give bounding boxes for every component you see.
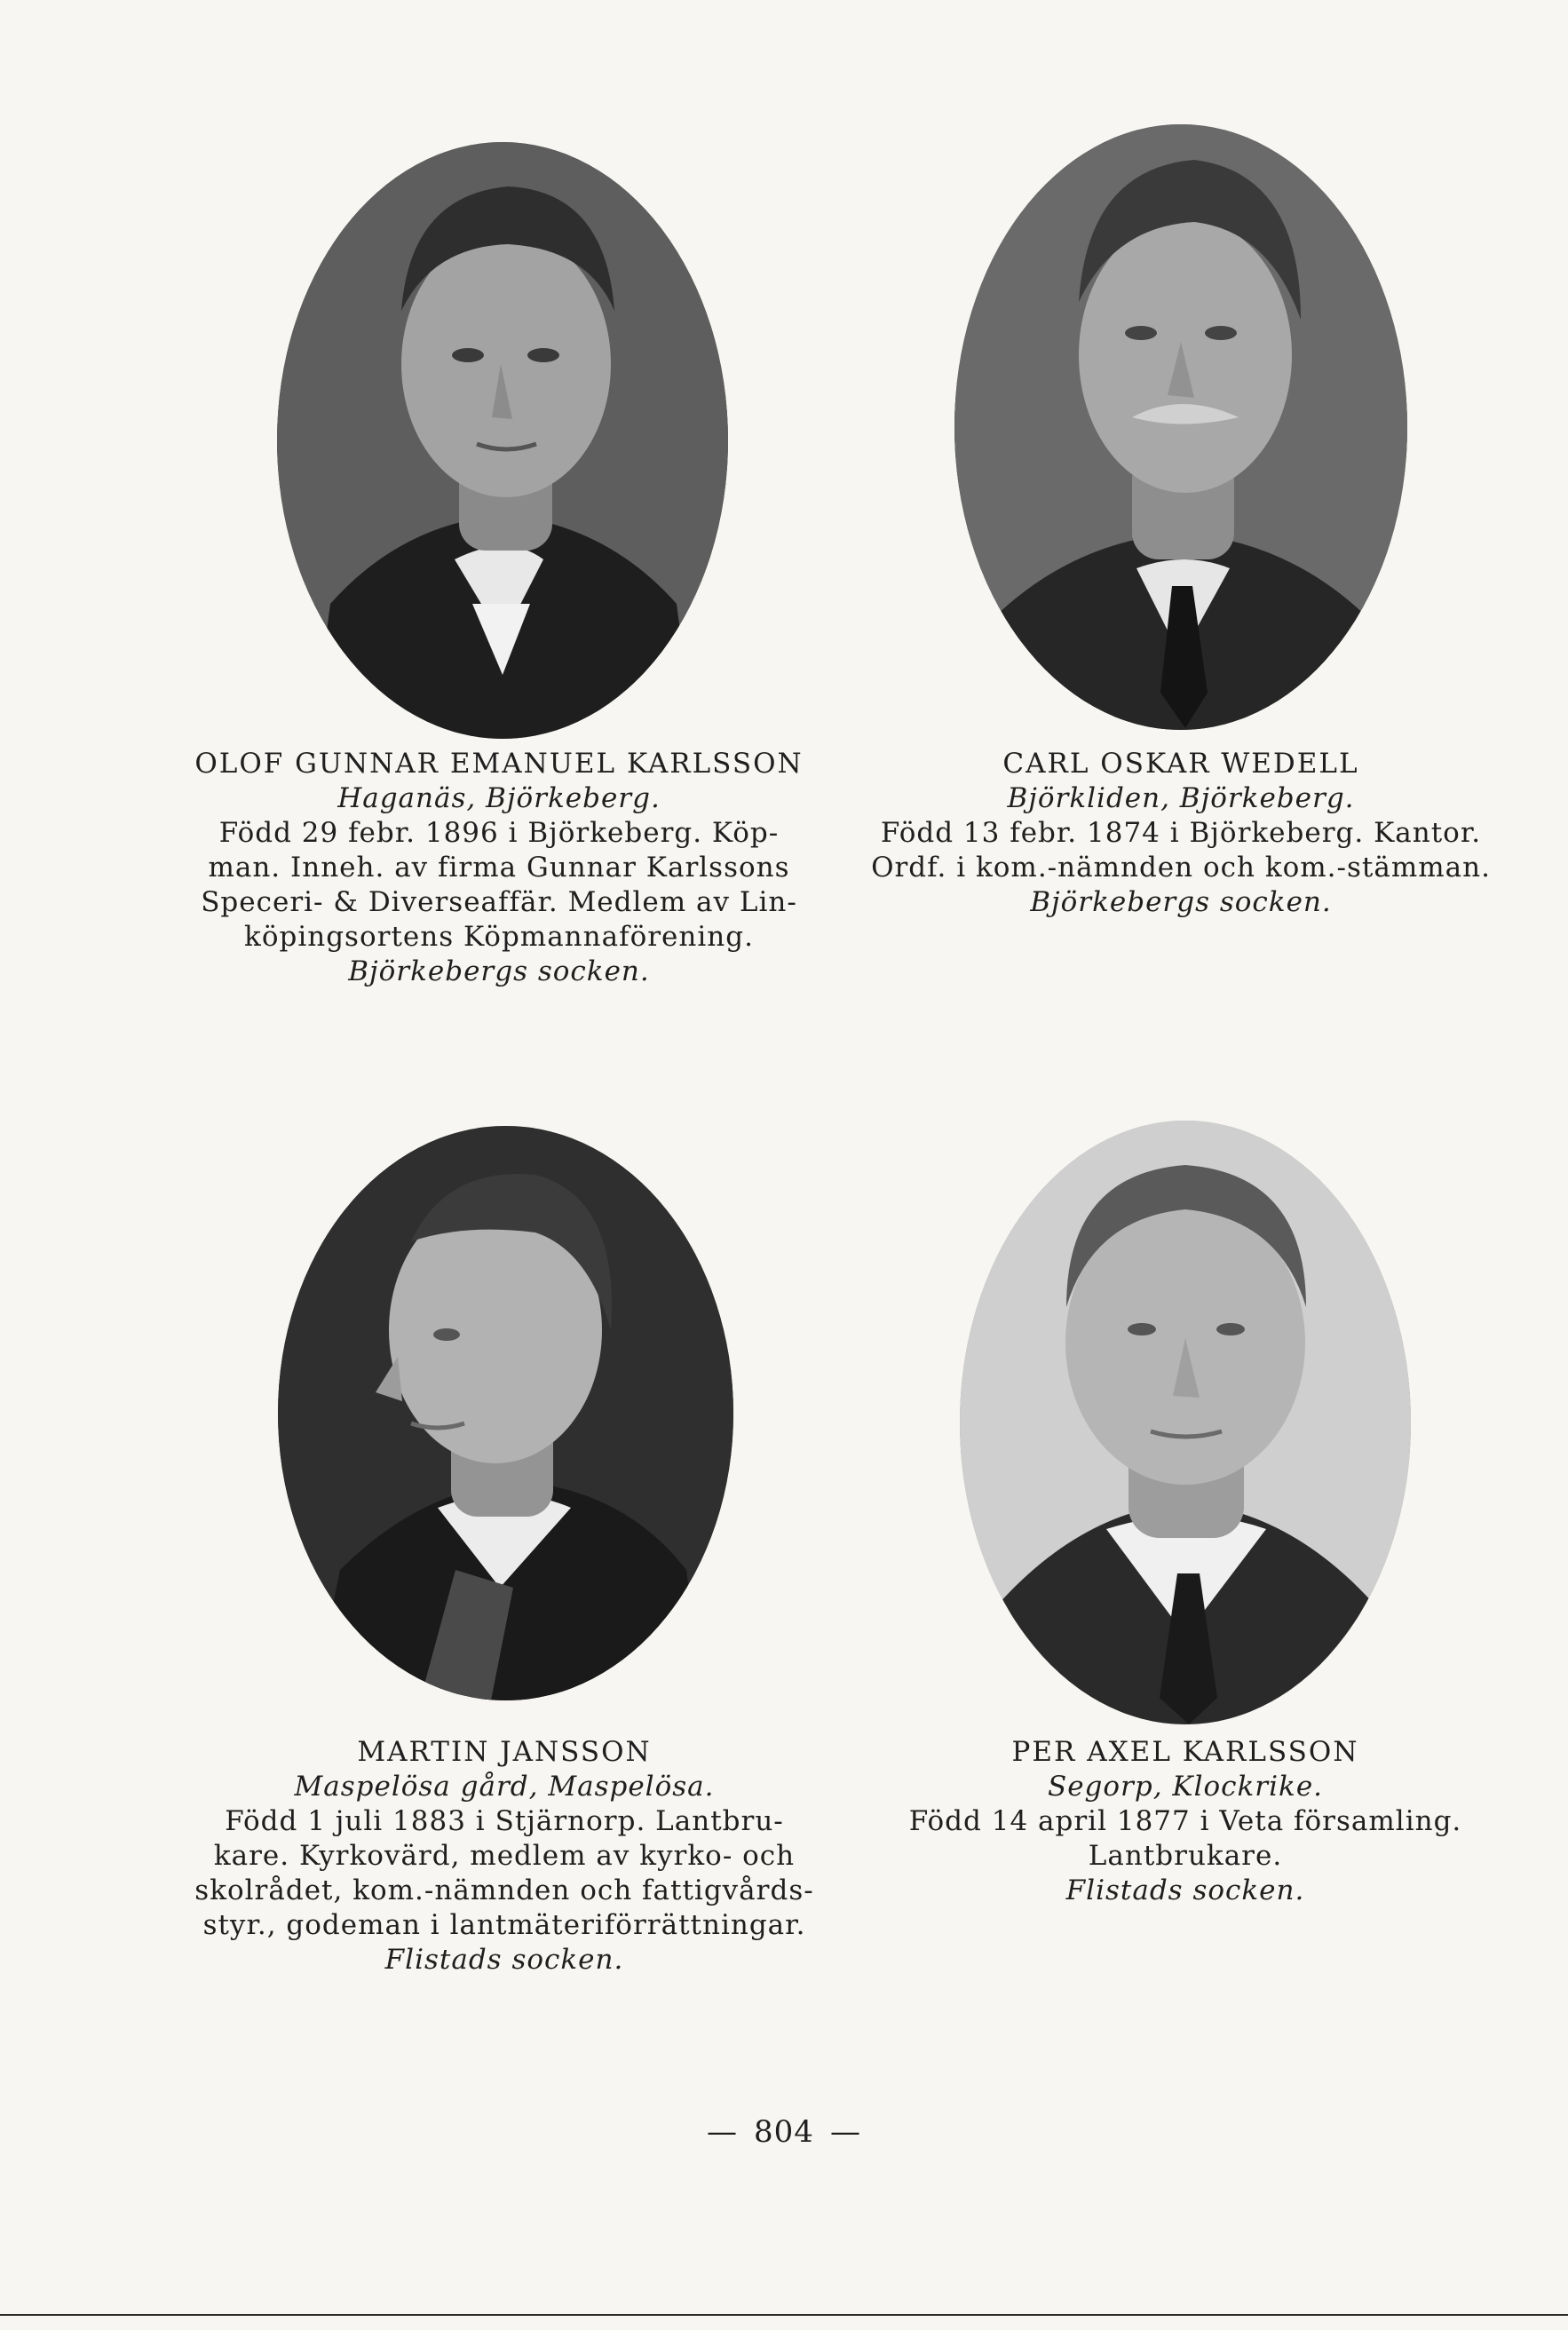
biography-line: kare. Kyrkovärd, medlem av kyrko- och — [213, 1840, 796, 1872]
person-residence: Maspelösa gård, Maspelösa. — [294, 1771, 715, 1803]
portrait-per-karlsson — [960, 1121, 1411, 1724]
portrait-photo — [278, 1126, 733, 1700]
person-residence: Björkliden, Björkeberg. — [1007, 782, 1355, 814]
biography-entry — [861, 747, 1501, 920]
person-name: MARTIN JANSSON — [357, 1736, 652, 1768]
biography-line: Född 29 febr. 1896 i Björkeberg. Köp- — [218, 817, 780, 849]
portrait-martin-jansson — [278, 1126, 733, 1700]
biography-entry — [188, 747, 810, 989]
biography-entry — [188, 1735, 820, 1977]
biography-line: styr., godeman i lantmäteriförrättningar. — [202, 1909, 806, 1941]
portrait-photo — [960, 1121, 1411, 1724]
biography-line: man. Inneh. av firma Gunnar Karlssons — [208, 852, 790, 884]
biography-line: Född 14 april 1877 i Veta församling. — [908, 1805, 1462, 1837]
portrait-photo — [277, 142, 728, 739]
parish-name: Flistads socken. — [384, 1944, 624, 1976]
biography-line: skolrådet, kom.-nämnden och fattigvårds- — [194, 1874, 814, 1906]
parish-name: Flistads socken. — [1065, 1874, 1305, 1906]
page-number-dash: — — [707, 2114, 739, 2150]
biography-line: Speceri- & Diverseaffär. Medlem av Lin- — [201, 886, 797, 918]
portrait-photo — [954, 124, 1407, 730]
parish-name: Björkebergs socken. — [1030, 886, 1332, 918]
biography-line: Lantbrukare. — [1088, 1840, 1283, 1872]
biography-entry — [879, 1735, 1492, 1908]
person-name: OLOF GUNNAR EMANUEL KARLSSON — [194, 748, 804, 780]
scan-edge-line — [0, 2314, 1568, 2316]
person-residence: Haganäs, Björkeberg. — [337, 782, 661, 814]
page-number-dash: — — [829, 2114, 861, 2150]
page-number-value: 804 — [754, 2114, 814, 2150]
person-name: CARL OSKAR WEDELL — [1002, 748, 1359, 780]
portrait-carl-wedell — [954, 124, 1407, 730]
page-number — [0, 2114, 1568, 2150]
parish-name: Björkebergs socken. — [348, 955, 650, 987]
biography-line: köpingsortens Köpmannaförening. — [244, 921, 754, 953]
biography-line: Född 1 juli 1883 i Stjärnorp. Lantbru- — [225, 1805, 784, 1837]
biography-line: Ordf. i kom.-nämnden och kom.-stämman. — [871, 852, 1491, 884]
biography-line: Född 13 febr. 1874 i Björkeberg. Kantor. — [880, 817, 1482, 849]
person-residence: Segorp, Klockrike. — [1047, 1771, 1324, 1803]
person-name: PER AXEL KARLSSON — [1011, 1736, 1359, 1768]
portrait-olof-karlsson — [277, 142, 728, 739]
